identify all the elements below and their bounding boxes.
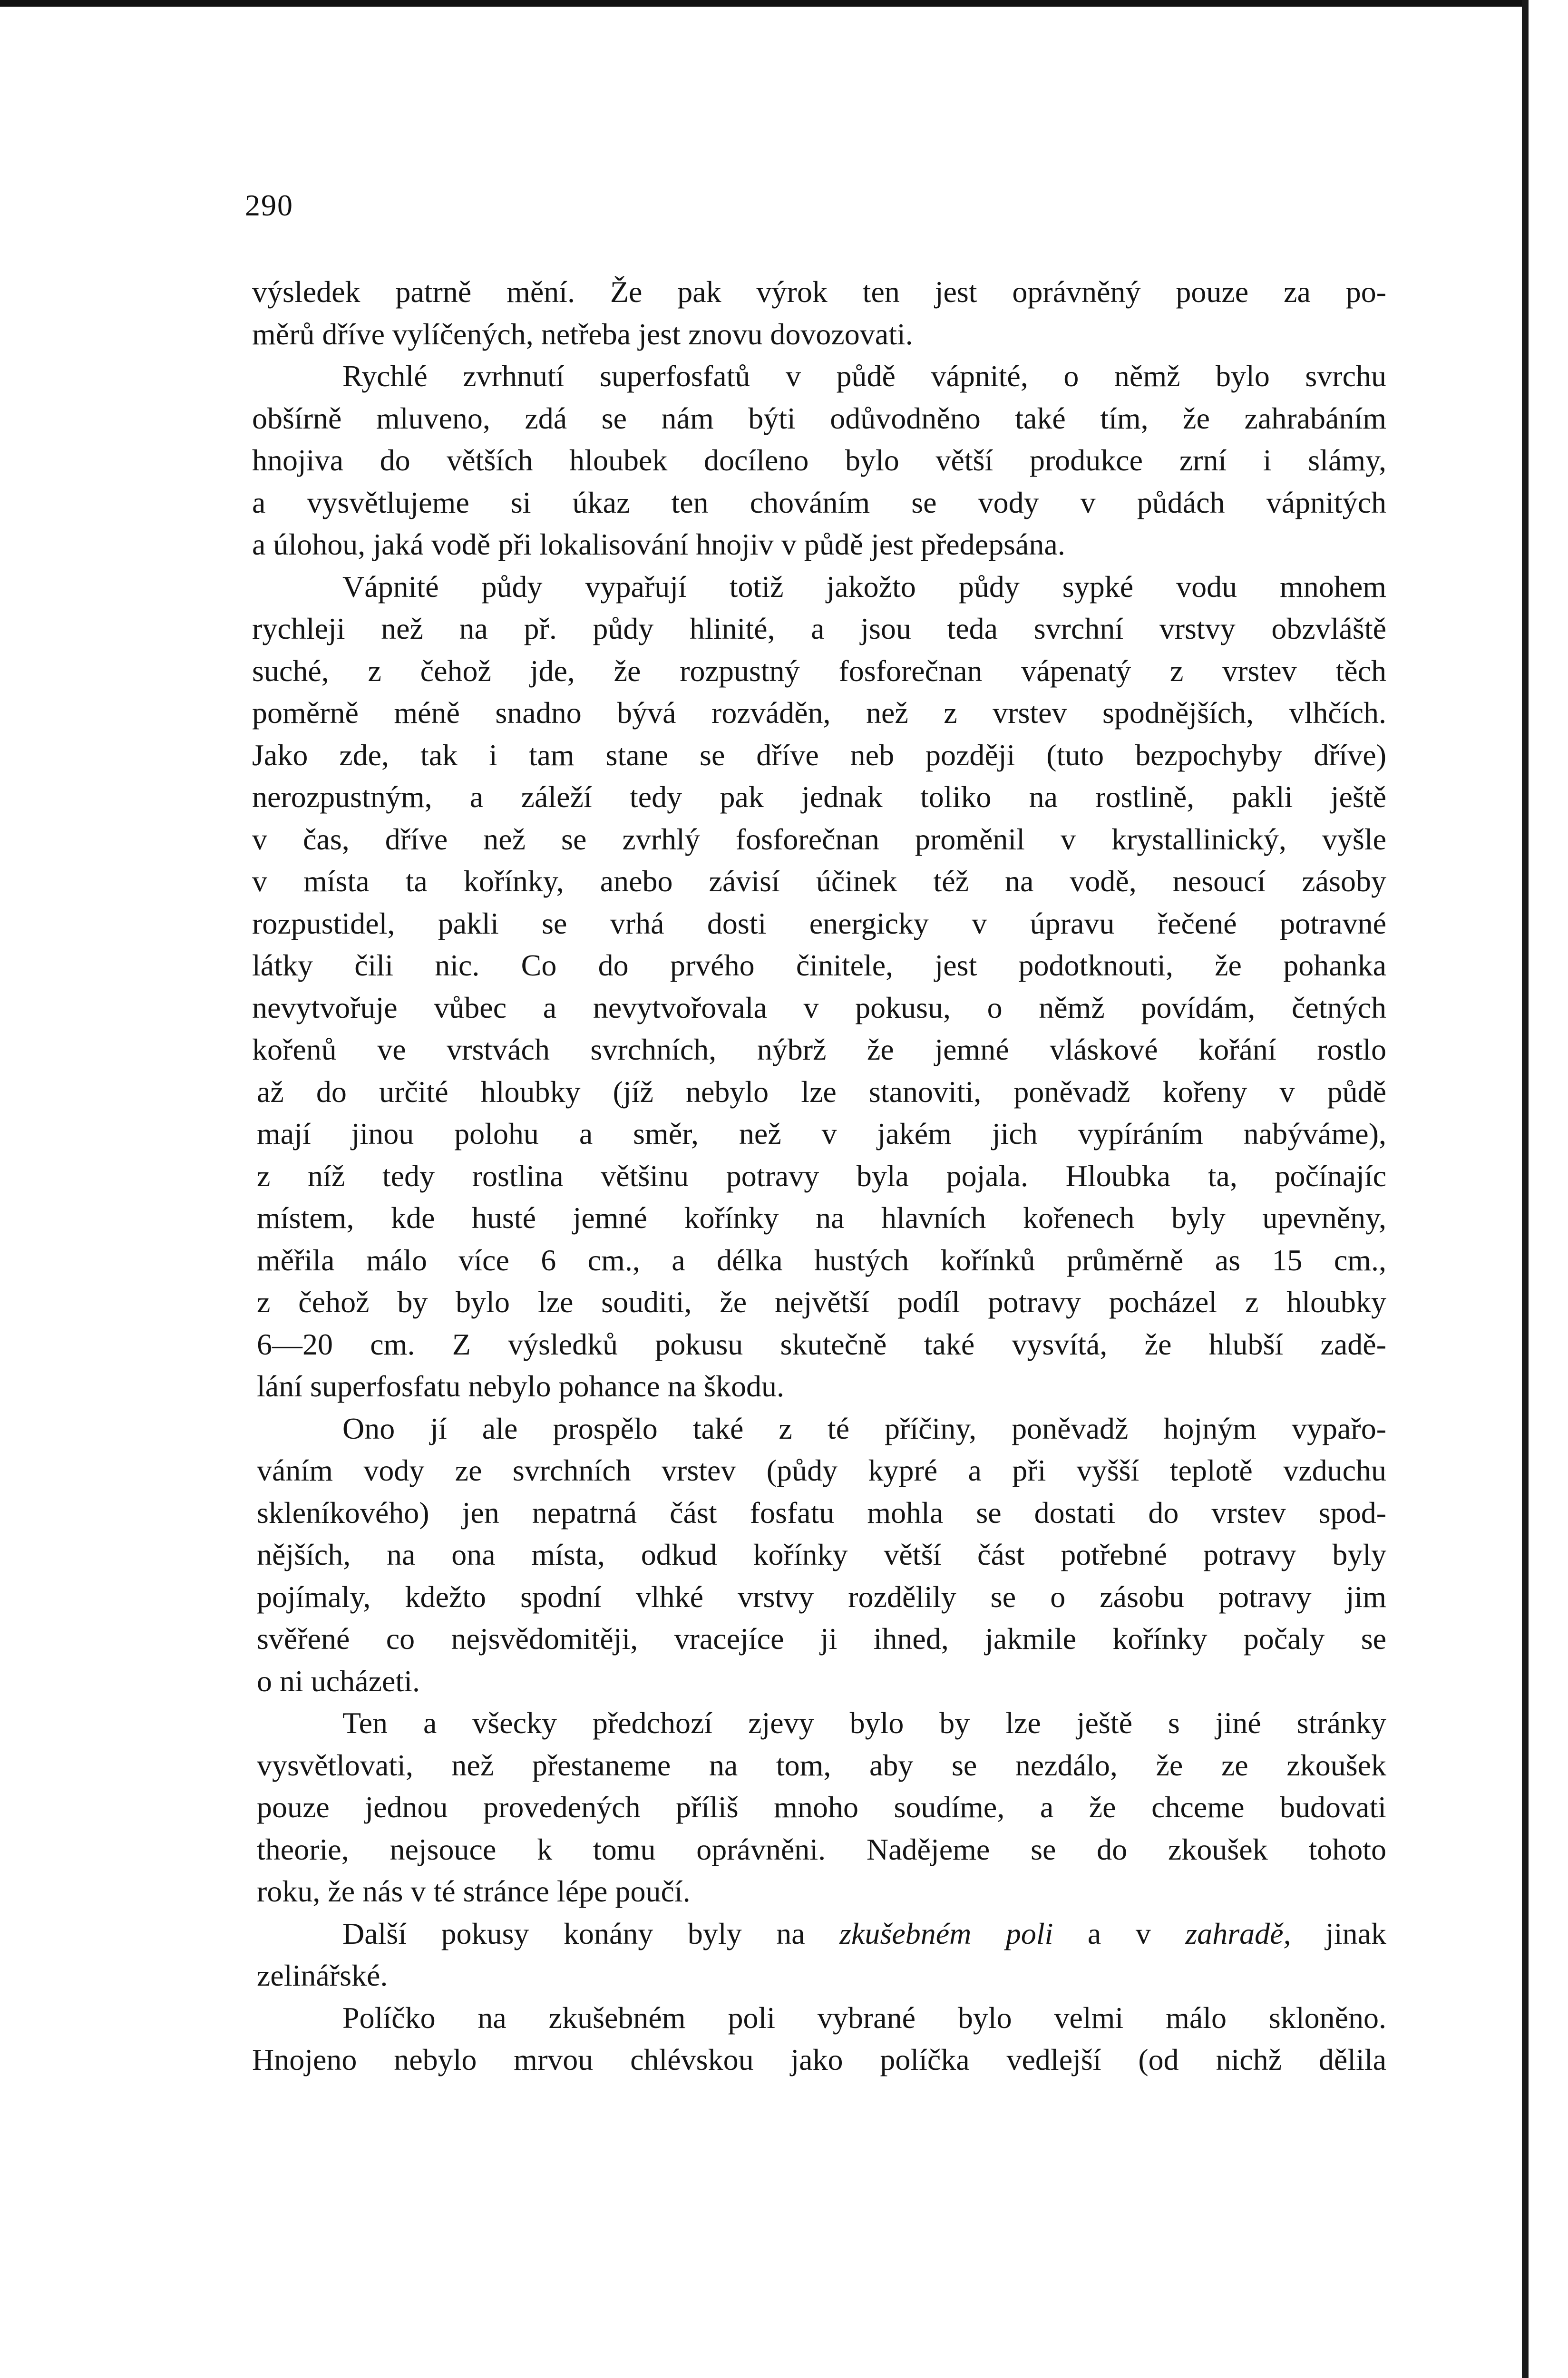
text-line: Jako zde, tak i tam stane se dříve neb později (tuto bezpochyby dříve)	[252, 738, 1386, 772]
scan-border-top	[0, 0, 1568, 7]
text-line: o ni ucházeti.	[257, 1664, 420, 1698]
text-line: místem, kde husté jemné kořínky na hlavních kořenech byly upevněny,	[257, 1201, 1386, 1235]
text-line: nějších, na ona místa, odkud kořínky větší část potřebné potravy byly	[257, 1538, 1386, 1571]
text-line: suché, z čehož jde, že rozpustný fosforečnan vápenatý z vrstev těch	[252, 653, 1386, 688]
text-line: pouze jednou provedených příliš mnoho soudíme, a že chceme budovati	[257, 1790, 1386, 1824]
text-line: z níž tedy rostlina většinu potravy byla pojala. Hloubka ta, počínajíc	[257, 1159, 1386, 1193]
text-line: poměrně méně snadno bývá rozváděn, než z vrstev spodnějších, vlhčích.	[252, 696, 1386, 730]
text-line: rychleji než na př. půdy hlinité, a jsou teda svrchní vrstvy obzvláště	[252, 612, 1386, 645]
text-line: Políčko na zkušebném poli vybrané bylo velmi málo skloněno.	[342, 2000, 1386, 2035]
text-line: hnojiva do větších hloubek docíleno bylo větší produkce zrní i slámy,	[252, 443, 1386, 477]
scan-margin-right	[1529, 0, 1568, 2378]
text-line: nerozpustným, a záleží tedy pak jednak toliko na rostlině, pakli ještě	[252, 780, 1386, 814]
text-segment: jinak	[1325, 1916, 1386, 1950]
text-line: mají jinou polohu a směr, než v jakém jich vypíráním nabýváme),	[257, 1117, 1386, 1150]
text-line: obšírně mluveno, zdá se nám býti odůvodněno také tím, že zahrabáním	[252, 401, 1386, 435]
text-line: vysvětlovati, než přestaneme na tom, aby se nezdálo, že ze zkoušek	[257, 1748, 1386, 1782]
text-line: theorie, nejsouce k tomu oprávněni. Nadějeme se do zkoušek tohoto	[257, 1832, 1386, 1866]
text-line: roku, že nás v té stránce lépe poučí.	[257, 1874, 691, 1908]
italic-term-garden: zahradě,	[1185, 1916, 1291, 1950]
page-number: 290	[245, 188, 293, 222]
text-line: kořenů ve vrstvách svrchních, nýbrž že jemné vláskové kořání rostlo	[252, 1033, 1386, 1066]
italic-term-test-field: zkušebném poli	[839, 1916, 1053, 1950]
text-line: látky čili nic. Co do prvého činitele, jest podotknouti, že pohanka	[252, 948, 1386, 982]
text-line: nevytvořuje vůbec a nevytvořovala v pokusu, o němž povídám, četných	[252, 990, 1386, 1024]
text-line: Vápnité půdy vypařují totiž jakožto půdy sypké vodu mnohem	[342, 569, 1386, 604]
text-line: a vysvětlujeme si úkaz ten chováním se vody v půdách vápnitých	[252, 485, 1386, 519]
text-line: Hnojeno nebylo mrvou chlévskou jako políčka vedlejší (od nichž dělila	[252, 2043, 1386, 2076]
text-line: zelinářské.	[257, 1959, 388, 1992]
text-line: až do určité hloubky (jíž nebylo lze stanoviti, poněvadž kořeny v půdě	[257, 1074, 1386, 1109]
text-line: váním vody ze svrchních vrstev (půdy kypré a při vyšší teplotě vzduchu	[257, 1453, 1386, 1487]
text-segment: a v	[1087, 1916, 1151, 1950]
text-line: lání superfosfatu nebylo pohance na škodu.	[257, 1369, 785, 1403]
text-line: a úlohou, jaká vodě při lokalisování hnojiv v půdě jest předepsána.	[252, 527, 1065, 561]
scan-border-right	[1522, 0, 1529, 2378]
text-line: výsledek patrně mění. Že pak výrok ten jest oprávněný pouze za po-	[252, 275, 1386, 309]
text-line: svěřené co nejsvědomitěji, vracejíce ji ihned, jakmile kořínky počaly se	[257, 1622, 1386, 1656]
text-line: pojímaly, kdežto spodní vlhké vrstvy rozdělily se o zásobu potravy jim	[257, 1579, 1386, 1614]
text-line: z čehož by bylo lze souditi, že největší podíl potravy pocházel z hloubky	[257, 1285, 1386, 1319]
text-line: měřila málo více 6 cm., a délka hustých kořínků průměrně as 15 cm.,	[257, 1243, 1386, 1277]
text-line: v místa ta kořínky, anebo závisí účinek též na vodě, nesoucí zásoby	[252, 864, 1386, 898]
text-line: rozpustidel, pakli se vrhá dosti energicky v úpravu řečené potravné	[252, 906, 1386, 940]
text-line: skleníkového) jen nepatrná část fosfatu mohla se dostati do vrstev spod-	[257, 1495, 1386, 1530]
text-line: měrů dříve vylíčených, netřeba jest znovu dovozovati.	[252, 317, 913, 351]
text-line: Ten a všecky předchozí zjevy bylo by lze ještě s jiné stránky	[342, 1706, 1386, 1740]
text-line-mixed	[252, 1913, 1386, 1955]
body-text	[252, 271, 1386, 2081]
text-line: v čas, dříve než se zvrhlý fosforečnan proměnil v krystallinický, vyšle	[252, 822, 1386, 856]
text-line: Rychlé zvrhnutí superfosfatů v půdě vápnité, o němž bylo svrchu	[342, 359, 1386, 393]
text-line: Ono jí ale prospělo také z té příčiny, poněvadž hojným vypařo-	[342, 1411, 1386, 1445]
text-line: 6—20 cm. Z výsledků pokusu skutečně také vysvítá, že hlubší zadě-	[257, 1327, 1386, 1361]
text-segment: Další pokusy konány byly na	[342, 1916, 805, 1950]
